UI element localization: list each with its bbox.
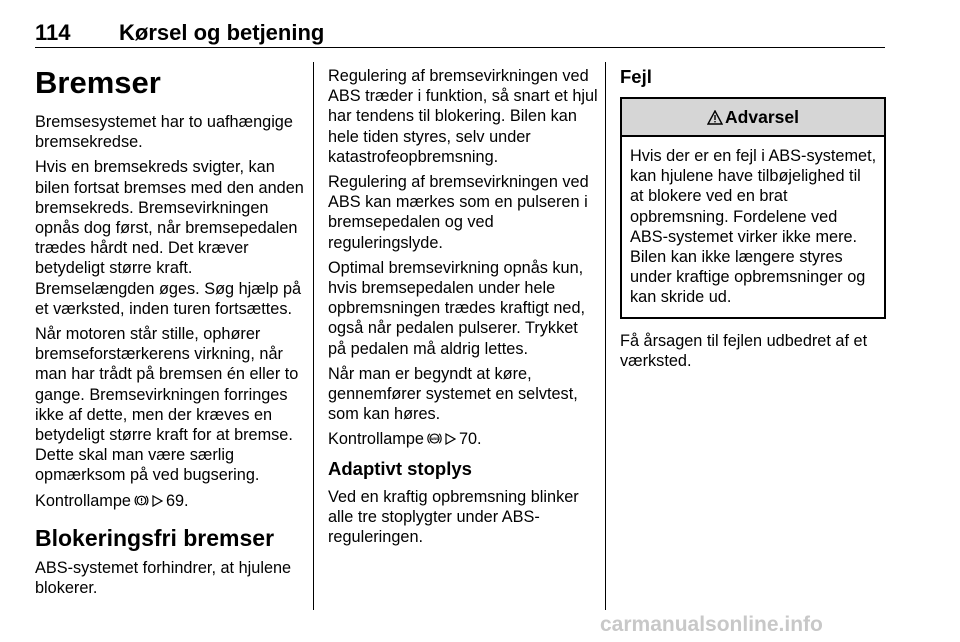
section-heading-adaptive-brake-light: Adaptivt stoplys xyxy=(328,457,472,479)
paragraph: Få årsagen til fejlen udbedret af et værksted. xyxy=(620,331,868,370)
paragraph: Optimal bremsevirkning opnås kun, hvis bremsepedalen under hele opbremsningen trædes kraftigt ned, også når pedalen pulserer. Trykket på pedalen må aldrig lettes. xyxy=(328,258,586,358)
page-reference: 69. xyxy=(165,491,189,510)
column-left xyxy=(35,66,307,603)
warning-text: Hvis der er en fejl i ABS-systemet, kan hjulene have tilbøjelighed til at blokere ved en brat opbremsning. Fordelene ved ABS-systemet virker ikke mere. Bilen kan ikke længere styres under kraftige opbremsninger og kan skride ud. xyxy=(630,147,877,307)
warning-box xyxy=(620,97,886,319)
svg-text:ABS: ABS xyxy=(430,436,439,442)
section-heading-brakes: Bremser xyxy=(35,65,161,100)
paragraph: Ved en kraftig opbremsning blinker alle tre stoplygter under ABS-reguleringen. xyxy=(328,487,579,547)
warning-triangle-icon xyxy=(707,110,723,125)
warning-body xyxy=(622,137,884,317)
page-header xyxy=(35,12,885,48)
column-middle xyxy=(328,66,600,552)
column-right xyxy=(620,66,886,376)
column-divider xyxy=(605,62,606,610)
chapter-title: Kørsel og betjening xyxy=(119,20,325,45)
indicator-reference xyxy=(328,429,600,449)
abs-icon xyxy=(427,431,442,446)
warning-header xyxy=(622,99,884,137)
section-heading-fault: Fejl xyxy=(620,66,652,87)
header-rule xyxy=(35,47,885,48)
page-reference-arrow-icon xyxy=(152,495,163,507)
reference-label: Kontrollampe xyxy=(35,491,131,510)
paragraph: Regulering af bremsevirkningen ved ABS træder i funktion, så snart et hjul har tendens til blokering. Bilen kan hele tiden styres, selv under katastrofeopbremsning. xyxy=(328,67,598,166)
brake-warning-icon xyxy=(134,493,149,508)
page-reference-arrow-icon xyxy=(445,433,456,445)
paragraph: Bremsesystemet har to uafhængige bremsekredse. xyxy=(35,113,293,152)
column-divider xyxy=(313,62,314,610)
page-number: 114 xyxy=(35,20,71,45)
indicator-reference xyxy=(35,491,307,511)
paragraph: Når man er begyndt at køre, gennemfører systemet en selvtest, som kan høres. xyxy=(328,364,578,424)
paragraph: Hvis en bremsekreds svigter, kan bilen fortsat bremses med den anden bremsekreds. Bremsevirkningen opnås dog først, når bremsepedalen trædes hårdt ned. Det kræver betydeligt større kraft. Bremselængden øges. Søg hjælp på et værksted, inden turen fortsættes. xyxy=(35,158,304,318)
warning-title: Advarsel xyxy=(725,106,799,127)
paragraph: Når motoren står stille, ophører bremseforstærkerens virkning, når man har trådt på bremsen én eller to gange. Bremsevirkningen forringes ikke af dette, men der kræves en betydeligt større kraft for at bremse. Dette skal man være særlig opmærksom på ved bugsering. xyxy=(35,325,299,485)
section-heading-abs: Blokeringsfri bremser xyxy=(35,524,275,551)
reference-label: Kontrollampe xyxy=(328,430,424,449)
watermark: carmanualsonline.info xyxy=(600,613,823,636)
page-reference: 70. xyxy=(458,430,482,449)
paragraph: ABS-systemet forhindrer, at hjulene blokerer. xyxy=(35,558,292,598)
paragraph: Regulering af bremsevirkningen ved ABS kan mærkes som en pulseren i bremsepedalen og ved reguleringslyde. xyxy=(328,173,589,252)
